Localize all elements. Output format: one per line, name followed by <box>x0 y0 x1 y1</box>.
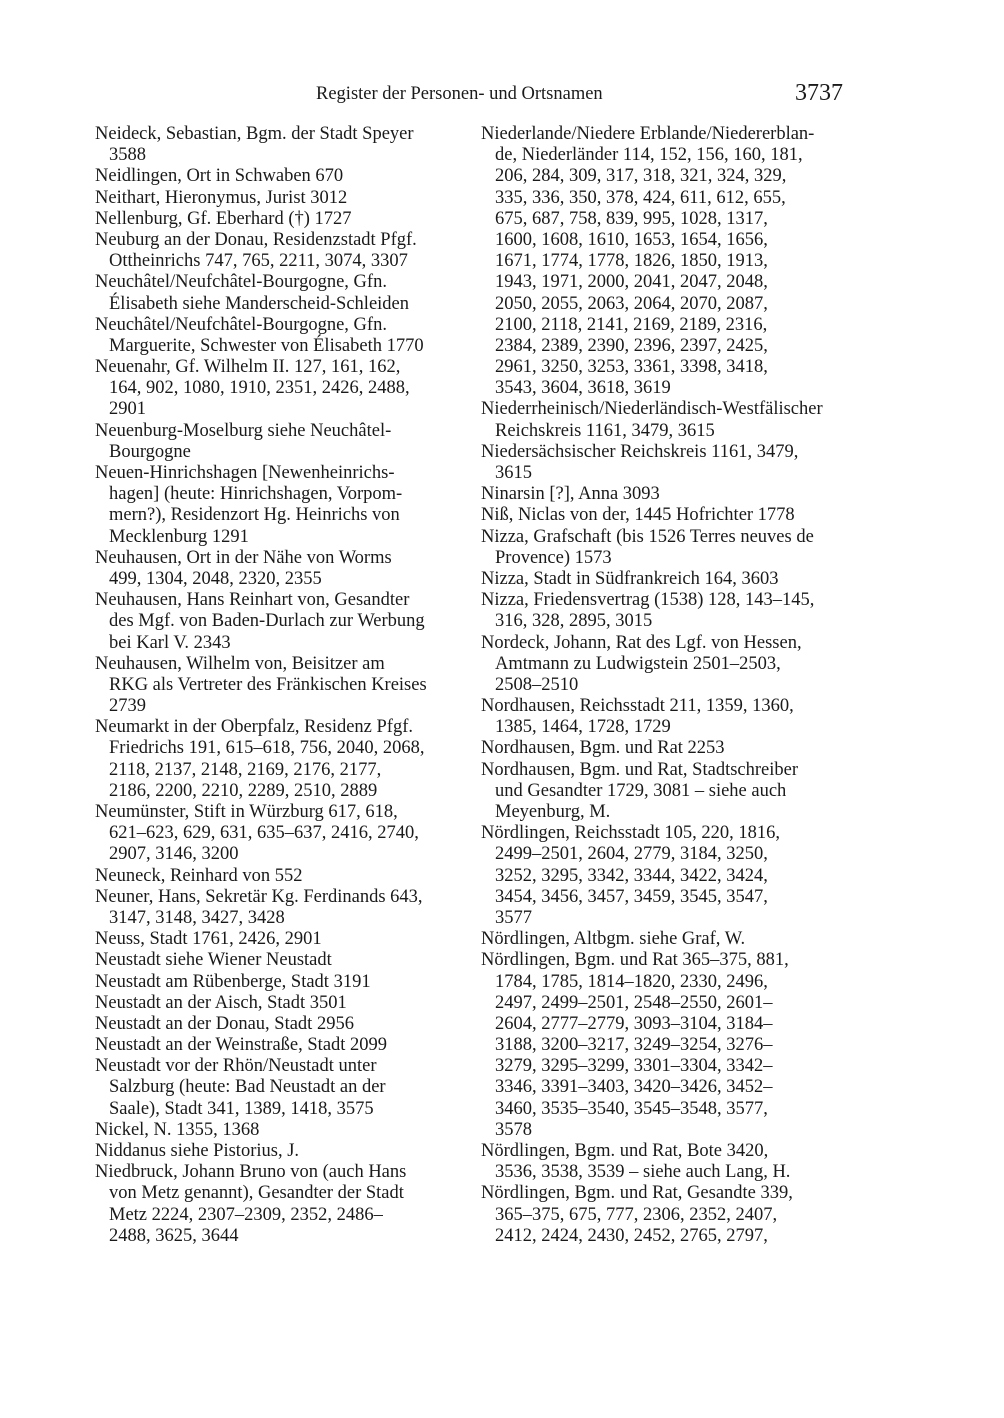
index-entry <box>95 272 467 314</box>
entry-continuation-line: 365–375, 675, 777, 2306, 2352, 2407, <box>495 1204 778 1225</box>
entry-continuation-line: Ottheinrichs 747, 765, 2211, 3074, 3307 <box>109 251 408 272</box>
index-entry <box>95 866 467 887</box>
index-entry <box>481 1183 849 1247</box>
entry-continuation-line: 3577 <box>495 907 532 928</box>
index-entry <box>95 1014 467 1035</box>
entry-continuation-line: 2118, 2137, 2148, 2169, 2176, 2177, <box>109 759 382 780</box>
index-entry <box>95 1141 467 1162</box>
entry-continuation-line: 1943, 1971, 2000, 2041, 2047, 2048, <box>495 272 768 293</box>
index-entry <box>95 188 467 209</box>
entry-continuation-line: 2961, 3250, 3253, 3361, 3398, 3418, <box>495 357 768 378</box>
entry-line: Neustadt vor der Rhön/Neustadt unter <box>95 1056 377 1077</box>
running-title: Register der Personen- und Ortsnamen <box>316 84 603 104</box>
entry-continuation-line: 2901 <box>109 399 146 420</box>
index-entry <box>481 484 849 505</box>
index-entry <box>481 950 849 1141</box>
entry-continuation-line: Salzburg (heute: Bad Neustadt an der <box>109 1077 386 1098</box>
entry-line: Nördlingen, Reichsstadt 105, 220, 1816, <box>481 823 781 844</box>
index-column-right <box>481 124 849 1247</box>
entry-line: Nickel, N. 1355, 1368 <box>95 1119 260 1140</box>
entry-continuation-line: Friedrichs 191, 615–618, 756, 2040, 2068, <box>109 738 425 759</box>
entry-line: Neumarkt in der Oberpfalz, Residenz Pfgf. <box>95 717 413 738</box>
entry-continuation-line: 2100, 2118, 2141, 2169, 2189, 2316, <box>495 314 768 335</box>
entry-line: Neuenburg-Moselburg siehe Neuchâtel- <box>95 420 392 441</box>
entry-line: Neideck, Sebastian, Bgm. der Stadt Speyer <box>95 124 414 144</box>
entry-line: Nizza, Grafschaft (bis 1526 Terres neuves de <box>481 526 814 547</box>
entry-continuation-line: 2497, 2499–2501, 2548–2550, 2601– <box>495 992 773 1013</box>
index-entry <box>95 950 467 971</box>
entry-line: Neuner, Hans, Sekretär Kg. Ferdinands 643, <box>95 886 423 907</box>
running-head <box>0 80 1004 110</box>
index-entry <box>481 505 849 526</box>
entry-continuation-line: 3615 <box>495 463 532 483</box>
entry-continuation-line: Saale), Stadt 341, 1389, 1418, 3575 <box>109 1098 374 1119</box>
entry-continuation-line: 3147, 3148, 3427, 3428 <box>109 907 285 928</box>
entry-continuation-line: 3536, 3538, 3539 – siehe auch Lang, H. <box>495 1162 791 1183</box>
index-entry <box>95 548 467 590</box>
entry-continuation-line: 2186, 2200, 2210, 2289, 2510, 2889 <box>109 780 378 801</box>
entry-continuation-line: 1600, 1608, 1610, 1653, 1654, 1656, <box>495 229 768 250</box>
entry-continuation-line: 2384, 2389, 2390, 2396, 2397, 2425, <box>495 335 768 356</box>
entry-line: Neuen-Hinrichshagen [Newenheinrichs- <box>95 463 395 483</box>
index-entry <box>481 738 849 759</box>
entry-line: Neidlingen, Ort in Schwaben 670 <box>95 166 344 187</box>
index-entry <box>95 166 467 187</box>
entry-line: Niedbruck, Johann Bruno von (auch Hans <box>95 1162 407 1183</box>
entry-continuation-line: 2412, 2424, 2430, 2452, 2765, 2797, <box>495 1225 768 1246</box>
index-entry <box>95 209 467 230</box>
index-entry <box>95 463 467 548</box>
index-entry <box>95 421 467 463</box>
entry-line: Nordhausen, Bgm. und Rat, Stadtschreiber <box>481 759 799 780</box>
entry-continuation-line: 3188, 3200–3217, 3249–3254, 3276– <box>495 1035 773 1056</box>
entry-line: Neuchâtel/Neufchâtel-Bourgogne, Gfn. <box>95 272 387 293</box>
entry-line: Nellenburg, Gf. Eberhard (†) 1727 <box>95 208 352 229</box>
index-entry <box>481 823 849 929</box>
entry-continuation-line: 335, 336, 350, 378, 424, 611, 612, 655, <box>495 187 786 208</box>
entry-continuation-line: 3279, 3295–3299, 3301–3304, 3342– <box>495 1056 773 1077</box>
entry-continuation-line: 1671, 1774, 1778, 1826, 1850, 1913, <box>495 251 768 272</box>
entry-continuation-line: 1385, 1464, 1728, 1729 <box>495 717 671 738</box>
entry-continuation-line: 3454, 3456, 3457, 3459, 3545, 3547, <box>495 886 768 907</box>
entry-line: Neuenahr, Gf. Wilhelm II. 127, 161, 162, <box>95 357 401 378</box>
entry-continuation-line: 206, 284, 309, 317, 318, 321, 324, 329, <box>495 166 787 187</box>
entry-line: Nizza, Friedensvertrag (1538) 128, 143–145, <box>481 590 815 611</box>
entry-continuation-line: mern?), Residenzort Hg. Heinrichs von <box>109 505 400 526</box>
entry-continuation-line: 621–623, 629, 631, 635–637, 2416, 2740, <box>109 823 419 844</box>
entry-line: Neuneck, Reinhard von 552 <box>95 865 303 886</box>
entry-continuation-line: Metz 2224, 2307–2309, 2352, 2486– <box>109 1204 383 1225</box>
entry-continuation-line: Provence) 1573 <box>495 547 612 568</box>
index-entry <box>95 1120 467 1141</box>
entry-continuation-line: de, Niederländer 114, 152, 156, 160, 181, <box>495 145 803 166</box>
index-entry <box>481 1141 849 1183</box>
entry-continuation-line: 164, 902, 1080, 1910, 2351, 2426, 2488, <box>109 378 410 399</box>
entry-line: Neustadt siehe Wiener Neustadt <box>95 950 332 971</box>
entry-continuation-line: Marguerite, Schwester von Élisabeth 1770 <box>109 335 424 356</box>
entry-continuation-line: 3588 <box>109 145 146 166</box>
page-number: 3737 <box>795 80 843 106</box>
index-entry <box>481 929 849 950</box>
index-entry <box>95 230 467 272</box>
entry-line: Nordhausen, Bgm. und Rat 2253 <box>481 738 725 759</box>
index-entry <box>95 717 467 802</box>
entry-continuation-line: Amtmann zu Ludwigstein 2501–2503, <box>495 653 781 674</box>
entry-continuation-line: 3460, 3535–3540, 3545–3548, 3577, <box>495 1098 768 1119</box>
entry-line: Neuhausen, Hans Reinhart von, Gesandter <box>95 590 410 611</box>
entry-continuation-line: 2508–2510 <box>495 674 579 695</box>
index-entry <box>481 124 849 399</box>
entry-continuation-line: Reichskreis 1161, 3479, 3615 <box>495 420 715 441</box>
entry-line: Neustadt an der Donau, Stadt 2956 <box>95 1013 354 1034</box>
entry-line: Nördlingen, Bgm. und Rat, Gesandte 339, <box>481 1183 793 1204</box>
entry-line: Niederrheinisch/Niederländisch-Westfälischer <box>481 399 823 420</box>
entry-continuation-line: von Metz genannt), Gesandter der Stadt <box>109 1183 404 1204</box>
entry-line: Nördlingen, Bgm. und Rat, Bote 3420, <box>481 1141 769 1161</box>
entry-continuation-line: 316, 328, 2895, 3015 <box>495 611 653 632</box>
index-column-left <box>95 124 467 1247</box>
index-entry <box>95 357 467 421</box>
index-entry <box>95 972 467 993</box>
index-entry <box>95 590 467 654</box>
index-entry <box>95 993 467 1014</box>
index-entry <box>95 1035 467 1056</box>
entry-line: Ninarsin [?], Anna 3093 <box>481 484 660 505</box>
entry-continuation-line: Bourgogne <box>109 441 191 462</box>
entry-line: Niederlande/Niedere Erblande/Niedererblan- <box>481 124 815 144</box>
index-entry <box>95 124 467 166</box>
entry-continuation-line: Meyenburg, M. <box>495 802 611 822</box>
entry-continuation-line: 1784, 1785, 1814–1820, 2330, 2496, <box>495 971 768 992</box>
entry-line: Neuhausen, Ort in der Nähe von Worms <box>95 547 392 568</box>
index-entry <box>481 442 849 484</box>
entry-continuation-line: 2604, 2777–2779, 3093–3104, 3184– <box>495 1013 773 1034</box>
entry-line: Neuss, Stadt 1761, 2426, 2901 <box>95 929 322 950</box>
entry-continuation-line: 3252, 3295, 3342, 3344, 3422, 3424, <box>495 865 768 886</box>
index-entry <box>481 399 849 441</box>
entry-line: Neuchâtel/Neufchâtel-Bourgogne, Gfn. <box>95 314 387 335</box>
index-entry <box>481 696 849 738</box>
entry-continuation-line: 675, 687, 758, 839, 995, 1028, 1317, <box>495 208 768 229</box>
entry-continuation-line: 3578 <box>495 1119 532 1140</box>
entry-line: Neustadt an der Aisch, Stadt 3501 <box>95 992 347 1013</box>
entry-continuation-line: 2050, 2055, 2063, 2064, 2070, 2087, <box>495 293 768 314</box>
entry-continuation-line: 499, 1304, 2048, 2320, 2355 <box>109 568 322 589</box>
entry-continuation-line: 2907, 3146, 3200 <box>109 844 239 865</box>
entry-continuation-line: 2488, 3625, 3644 <box>109 1225 239 1246</box>
entry-continuation-line: des Mgf. von Baden-Durlach zur Werbung <box>109 611 425 632</box>
entry-continuation-line: 3543, 3604, 3618, 3619 <box>495 378 671 399</box>
entry-line: Neustadt am Rübenberge, Stadt 3191 <box>95 971 371 992</box>
index-entry <box>95 1162 467 1247</box>
entry-line: Nordhausen, Reichsstadt 211, 1359, 1360, <box>481 696 794 717</box>
index-entry <box>481 590 849 632</box>
entry-continuation-line: bei Karl V. 2343 <box>109 632 231 653</box>
index-entry <box>481 633 849 697</box>
entry-continuation-line: hagen] (heute: Hinrichshagen, Vorpom- <box>109 484 403 505</box>
entry-line: Niß, Niclas von der, 1445 Hofrichter 1778 <box>481 505 795 526</box>
index-entry <box>481 569 849 590</box>
entry-continuation-line: Mecklenburg 1291 <box>109 526 249 547</box>
index-entry <box>95 802 467 866</box>
entry-line: Niddanus siehe Pistorius, J. <box>95 1141 300 1161</box>
index-entry <box>95 887 467 929</box>
entry-continuation-line: und Gesandter 1729, 3081 – siehe auch <box>495 780 787 801</box>
entry-line: Neustadt an der Weinstraße, Stadt 2099 <box>95 1035 388 1056</box>
entry-line: Neuhausen, Wilhelm von, Beisitzer am <box>95 653 385 674</box>
entry-line: Neuburg an der Donau, Residenzstadt Pfgf. <box>95 229 417 250</box>
entry-continuation-line: RKG als Vertreter des Fränkischen Kreises <box>109 674 427 695</box>
index-entry <box>95 315 467 357</box>
index-entry <box>95 654 467 718</box>
entry-line: Neithart, Hieronymus, Jurist 3012 <box>95 187 348 208</box>
entry-continuation-line: 2499–2501, 2604, 2779, 3184, 3250, <box>495 844 768 865</box>
entry-continuation-line: Élisabeth siehe Manderscheid-Schleiden <box>109 293 410 314</box>
entry-line: Nördlingen, Bgm. und Rat 365–375, 881, <box>481 950 789 971</box>
index-entry <box>481 527 849 569</box>
entry-continuation-line: 3346, 3391–3403, 3420–3426, 3452– <box>495 1077 773 1098</box>
entry-line: Nördlingen, Altbgm. siehe Graf, W. <box>481 929 746 950</box>
entry-line: Neumünster, Stift in Würzburg 617, 618, <box>95 802 398 822</box>
entry-continuation-line: 2739 <box>109 696 146 717</box>
entry-line: Niedersächsischer Reichskreis 1161, 3479, <box>481 441 799 462</box>
entry-line: Nordeck, Johann, Rat des Lgf. von Hessen, <box>481 632 802 653</box>
entry-line: Nizza, Stadt in Südfrankreich 164, 3603 <box>481 568 779 589</box>
index-entry <box>95 1056 467 1120</box>
index-entry <box>481 760 849 824</box>
index-entry <box>95 929 467 950</box>
